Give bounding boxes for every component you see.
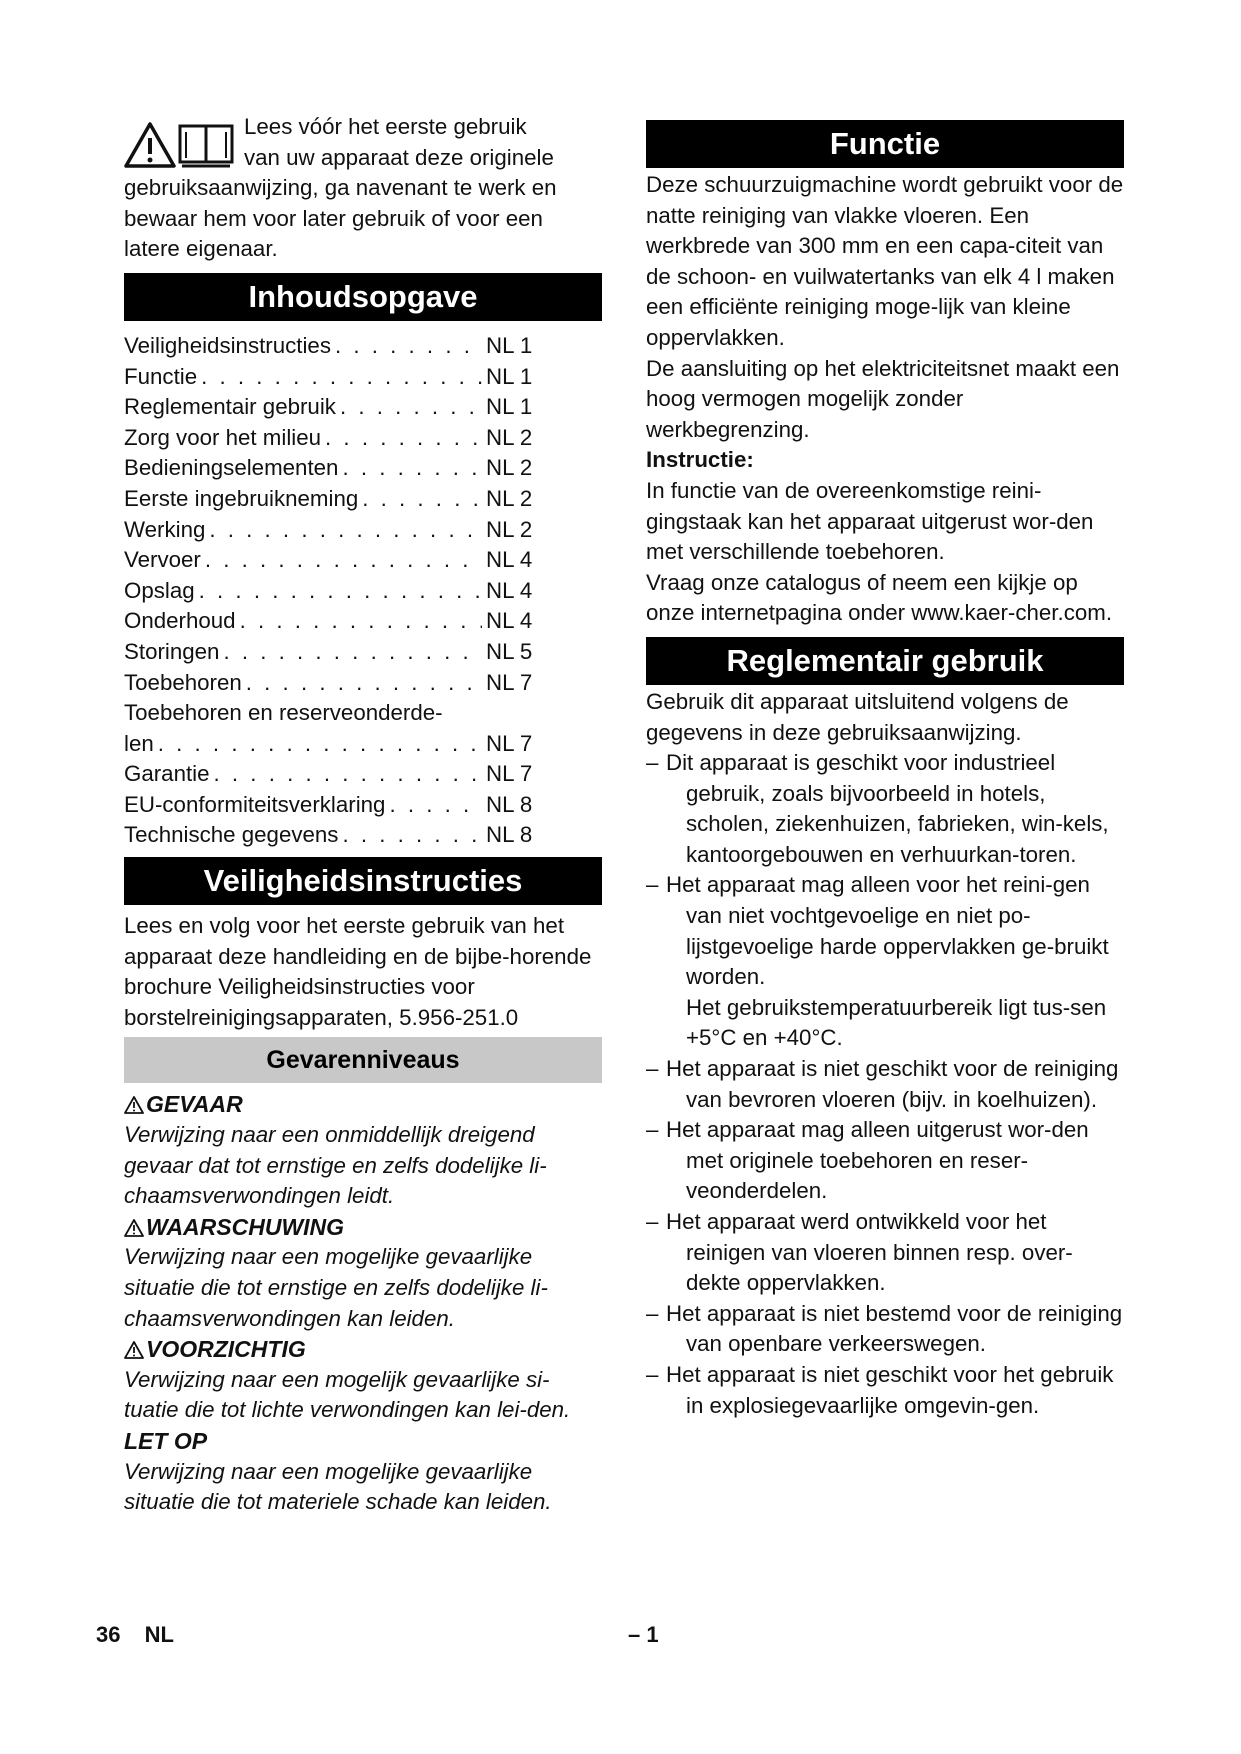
table-of-contents xyxy=(124,331,602,851)
hazard-levels-heading: Gevarenniveaus xyxy=(124,1037,602,1083)
hazard-text: Verwijzing naar een mogelijke gevaarlijke situatie die tot ernstige en zelfs dodelijke li-chaamsverwondingen kan leiden. xyxy=(124,1244,548,1331)
toc-list-after xyxy=(124,759,602,851)
toc-item-page: NL 1 xyxy=(486,332,533,358)
toc-item[interactable] xyxy=(124,362,602,393)
safety-text: Lees en volg voor het eerste gebruik van het apparaat deze handleiding en de bijbe-horende brochure Veiligheidsinstructies voor borstelreinigingsapparaten, 5.956-251.0 xyxy=(124,913,592,1030)
toc-item[interactable] xyxy=(124,606,602,637)
dash-bullet: – xyxy=(646,1209,659,1234)
list-item xyxy=(646,1054,1124,1115)
toc-leader-dots xyxy=(335,331,482,362)
toc-item-title: Reglementair gebruik xyxy=(124,394,336,420)
functie-paragraph-3: In functie van de overeenkomstige reini-gingstaak kan het apparaat uitgerust wor-den met verschillende toebehoren. xyxy=(646,477,1094,565)
list-item-text: Het apparaat werd ontwikkeld voor het reinigen van vloeren binnen resp. over-dekte oppervlakken. xyxy=(666,1209,1073,1296)
toc-item-page: NL 7 xyxy=(486,761,533,787)
toc-item[interactable] xyxy=(124,668,602,699)
toc-item-title: Bedieningselementen xyxy=(124,455,339,481)
toc-item[interactable] xyxy=(124,515,602,546)
list-item xyxy=(646,1360,1124,1421)
dash-bullet: – xyxy=(646,750,659,776)
list-item-text: Het apparaat mag alleen uitgerust wor-den met originele toebehoren en reser-veonderdelen. xyxy=(666,1117,1089,1204)
toc-item[interactable] xyxy=(124,790,602,821)
list-item xyxy=(646,870,1124,992)
list-item-text: Het apparaat is niet geschikt voor het gebruik in explosiegevaarlijke omgevin-gen. xyxy=(666,1361,1114,1418)
list-item-text: Het apparaat is niet geschikt voor de reiniging van bevroren vloeren (bijv. in koelhuizen). xyxy=(666,1056,1119,1112)
toc-item-page: NL 7 xyxy=(486,669,533,695)
list-item-text: Dit apparaat is geschikt voor industrieel gebruik, zoals bijvoorbeeld in hotels, scholen, ziekenhuizen, fabrieken, win-kels, kantoorgebouwen en verhuurkan-toren. xyxy=(666,750,1109,867)
toc-item-title: Garantie xyxy=(124,761,210,787)
toc-item[interactable] xyxy=(124,484,602,515)
toc-item-title: Werking xyxy=(124,516,206,542)
instructie-label: Instructie: xyxy=(646,447,754,473)
list-item xyxy=(646,1207,1124,1299)
gebruik-heading: Reglementair gebruik xyxy=(646,637,1124,685)
list-item-text: Het apparaat is niet bestemd voor de reiniging van openbare verkeerswegen. xyxy=(666,1300,1123,1357)
toc-item-title: EU-conformiteitsverklaring xyxy=(124,791,386,817)
toc-item-wrapped[interactable] xyxy=(124,729,602,760)
hazard-text: Verwijzing naar een mogelijk gevaarlijke si-tuatie die tot lichte verwondingen kan lei-den. xyxy=(124,1366,571,1423)
toc-leader-dots xyxy=(389,790,482,821)
toc-leader-dots xyxy=(209,515,482,546)
left-column xyxy=(124,112,602,1518)
toc-list xyxy=(124,331,602,698)
dash-bullet: – xyxy=(646,1300,659,1326)
toc-item-title: Technische gegevens xyxy=(124,822,339,848)
toc-item-title: Vervoer xyxy=(124,547,201,573)
toc-item-page: NL 1 xyxy=(486,363,533,389)
footer-center-page: – 1 xyxy=(628,1622,659,1647)
warning-triangle-icon xyxy=(124,1219,144,1237)
toc-item-page: NL 2 xyxy=(486,516,533,542)
toc-leader-dots xyxy=(223,637,482,668)
toc-leader-dots xyxy=(325,423,482,454)
toc-item-page: NL 8 xyxy=(486,791,533,817)
toc-leader-dots xyxy=(158,729,482,760)
toc-item-title: Zorg voor het milieu xyxy=(124,424,322,450)
toc-item[interactable] xyxy=(124,545,602,576)
toc-item-title: Eerste ingebruikneming xyxy=(124,485,359,511)
intro-block xyxy=(124,112,602,265)
dash-bullet: – xyxy=(646,872,659,898)
language-code: NL xyxy=(144,1622,174,1647)
intro-text: gebruiksaanwijzing, ga navenant te werk en bewaar hem voor later gebruik of voor een latere eigenaar. xyxy=(124,175,557,262)
toc-item[interactable] xyxy=(124,392,602,423)
hazard-label-text: VOORZICHTIG xyxy=(146,1336,306,1363)
toc-leader-dots xyxy=(199,576,482,607)
list-item-extra: Het gebruikstemperatuurbereik ligt tus-sen +5°C en +40°C. xyxy=(686,994,1107,1051)
footer-page-label xyxy=(96,1622,174,1648)
toc-item-title: Functie xyxy=(124,363,198,389)
toc-item-title: Veiligheidsinstructies xyxy=(124,332,331,358)
toc-item[interactable] xyxy=(124,331,602,362)
letop-label: LET OP xyxy=(124,1427,208,1454)
safety-heading: Veiligheidsinstructies xyxy=(124,857,602,905)
list-item xyxy=(646,748,1124,870)
toc-leader-dots xyxy=(362,484,482,515)
toc-item[interactable] xyxy=(124,576,602,607)
toc-item-title: Onderhoud xyxy=(124,608,236,634)
hazard-list xyxy=(124,1089,602,1426)
toc-item-title: Toebehoren xyxy=(124,669,242,695)
page-number: 36 xyxy=(96,1622,121,1647)
toc-leader-dots xyxy=(214,759,482,790)
toc-item-title: Storingen xyxy=(124,638,220,664)
dash-bullet: – xyxy=(646,1056,659,1082)
toc-item[interactable] xyxy=(124,423,602,454)
toc-item-page: NL 5 xyxy=(486,638,533,664)
warning-triangle-icon xyxy=(126,124,174,166)
toc-item[interactable] xyxy=(124,453,602,484)
gebruik-intro: Gebruik dit apparaat uitsluitend volgens de gegevens in deze gebruiksaanwijzing. xyxy=(646,688,1069,745)
toc-item-page: NL 4 xyxy=(486,577,533,603)
toc-heading: Inhoudsopgave xyxy=(124,273,602,321)
toc-leader-dots xyxy=(340,392,482,423)
hazard-text: Verwijzing naar een onmiddellijk dreigend gevaar dat tot ernstige en zelfs dodelijke li-chaamsverwondingen leidt. xyxy=(124,1122,547,1209)
open-book-icon xyxy=(180,126,232,166)
toc-leader-dots xyxy=(205,545,482,576)
hazard-label-text: WAARSCHUWING xyxy=(146,1213,345,1240)
toc-item[interactable] xyxy=(124,759,602,790)
toc-item-page: NL 4 xyxy=(486,608,533,634)
right-column xyxy=(646,120,1124,1421)
hazard-label xyxy=(124,1334,602,1365)
letop-text: Verwijzing naar een mogelijke gevaarlijke situatie die tot materiele schade kan leiden. xyxy=(124,1458,552,1515)
toc-item-page: NL 2 xyxy=(486,424,533,450)
toc-item[interactable] xyxy=(124,637,602,668)
functie-paragraph-4: Vraag onze catalogus of neem een kijkje op onze internetpagina onder www.kaer-cher.com. xyxy=(646,569,1113,626)
toc-item-page: NL 4 xyxy=(486,547,533,573)
toc-leader-dots xyxy=(342,820,482,851)
toc-item-page: NL 8 xyxy=(486,822,533,848)
toc-leader-dots xyxy=(240,606,482,637)
warning-book-icon xyxy=(124,118,240,170)
list-item xyxy=(646,1299,1124,1360)
hazard-label-text: GEVAAR xyxy=(146,1091,243,1118)
toc-item-title: Opslag xyxy=(124,577,195,603)
toc-item-wrapped-line1[interactable]: Toebehoren en reserveonderde- xyxy=(124,700,443,726)
toc-leader-dots xyxy=(246,668,482,699)
functie-heading: Functie xyxy=(646,120,1124,168)
warning-triangle-icon xyxy=(124,1096,144,1114)
hazard-label xyxy=(124,1212,602,1243)
functie-paragraph-1: Deze schuurzuigmachine wordt gebruikt voor de natte reiniging van vlakke vloeren. Een werkbrede van 300 mm en een capa-citeit van de schoon- en vuilwatertanks van elk 4 l maken een efficiënte reiniging moge-lijk van kleine oppervlakken. xyxy=(646,172,1124,350)
warning-triangle-icon xyxy=(124,1341,144,1359)
gebruik-list xyxy=(646,748,1124,1421)
toc-item-page: NL 2 xyxy=(486,455,533,481)
toc-item-page: NL 7 xyxy=(486,730,533,756)
functie-paragraph-2: De aansluiting op het elektriciteitsnet maakt een hoog vermogen mogelijk zonder werkbegrenzing. xyxy=(646,355,1120,442)
toc-item-title: len xyxy=(124,730,154,756)
toc-leader-dots xyxy=(201,362,482,393)
toc-item-page: NL 2 xyxy=(486,485,533,511)
toc-leader-dots xyxy=(342,453,482,484)
hazard-label xyxy=(124,1089,602,1120)
list-item xyxy=(646,1115,1124,1207)
intro-line-1: Lees vóór het eerste gebruik xyxy=(244,114,527,139)
toc-item[interactable] xyxy=(124,820,602,851)
toc-item-page: NL 1 xyxy=(486,394,533,420)
list-item-text: Het apparaat mag alleen voor het reini-gen van niet vochtgevoelige en niet po-lijstgevoelige harde oppervlakken ge-bruikt worden. xyxy=(666,872,1109,990)
dash-bullet: – xyxy=(646,1361,659,1387)
dash-bullet: – xyxy=(646,1117,659,1143)
intro-line-2: van uw apparaat deze originele xyxy=(244,144,554,170)
